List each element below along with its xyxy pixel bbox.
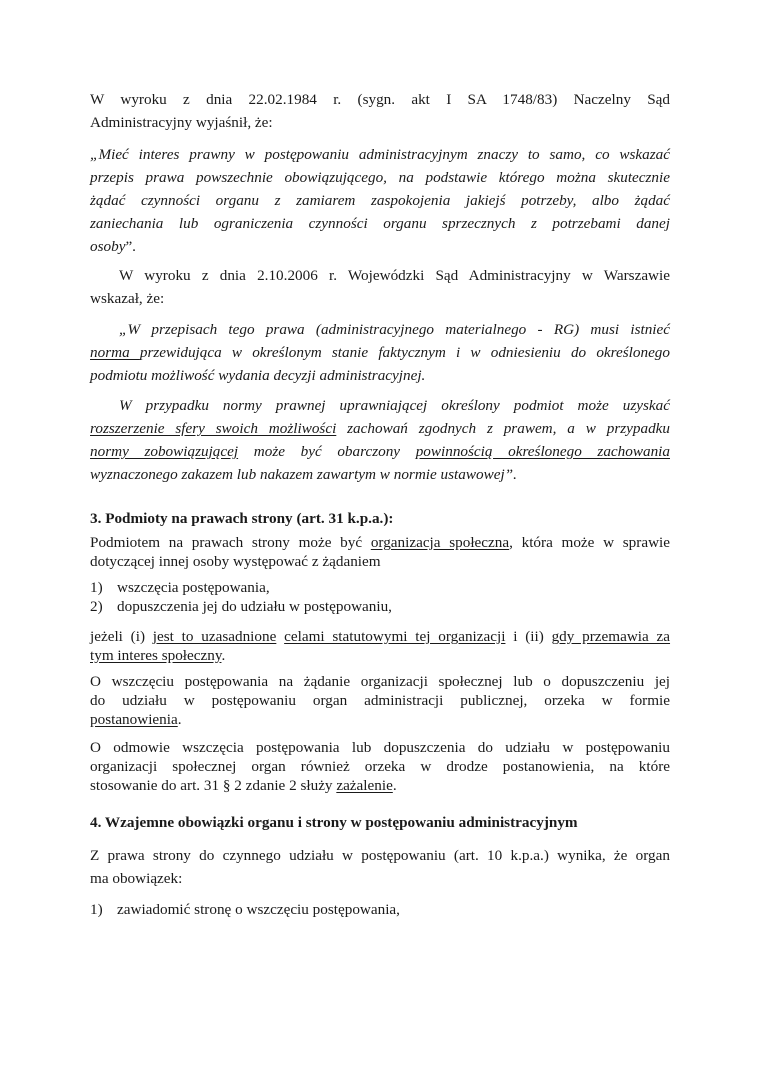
paragraph-line <box>90 533 670 552</box>
underlined-term: jest to uzasadnione <box>152 628 277 645</box>
wsa-paragraph <box>90 264 670 310</box>
quote-wsa <box>90 318 670 387</box>
quote-text: zachowań zgodnych z prawem, a w przypadku <box>336 420 670 437</box>
paragraph-line: Z prawa strony do czynnego udziału w postępowaniu (art. 10 k.p.a.) wynika, że organ <box>90 847 670 864</box>
quote-nsa <box>90 143 670 258</box>
text <box>276 628 284 645</box>
quote-line: „Mieć interes prawny w postępowaniu administracyjnym znaczy to samo, co wskazać <box>90 146 670 163</box>
text: stosowanie do art. 31 § 2 zdanie 2 służy <box>90 777 337 794</box>
paragraph-line <box>90 646 670 665</box>
list-item <box>90 900 670 919</box>
paragraph-line <box>90 776 670 795</box>
underlined-term: tym interes społeczny <box>90 647 222 664</box>
quote-line <box>90 235 670 258</box>
quote-text: może być obarczony <box>238 443 416 460</box>
text: . <box>221 647 226 664</box>
underlined-term: rozszerzenie sfery swoich możliwości <box>90 420 337 437</box>
paragraph-line: do udziału w postępowaniu organ administracji publicznej, orzeka w formie <box>90 692 670 709</box>
list-text: dopuszczenia jej do udziału w postępowaniu, <box>117 598 392 615</box>
paragraph-line <box>90 710 670 729</box>
intro-line: Administracyjny wyjaśnił, że: <box>90 114 273 131</box>
quote-line: „W przepisach tego prawa (administracyjnego materialnego - RG) musi istnieć <box>119 321 670 338</box>
quote-line <box>90 417 670 440</box>
paragraph-line: ma obowiązek: <box>90 870 183 887</box>
quote-line: żądać czynności organu z zamiarem zaspokojenia jakiejś potrzeby, albo żądać <box>90 192 670 209</box>
quote-line <box>90 440 670 463</box>
intro-line: W wyroku z dnia 22.02.1984 r. (sygn. akt I SA 1748/83) Naczelny Sąd <box>90 91 670 108</box>
intro-paragraph <box>90 88 670 134</box>
quote-text: ”. <box>125 238 136 255</box>
section-3-paragraph <box>90 627 670 665</box>
section-4-list <box>90 900 670 919</box>
text: Podmiotem na prawach strony może być <box>90 534 371 551</box>
text: . <box>392 777 397 794</box>
paragraph-line: O wszczęciu postępowania na żądanie organizacji społecznej lub o dopuszczeniu jej <box>90 673 670 690</box>
quote-line: przepis prawa powszechnie obowiązującego, na podstawie którego można skutecznie <box>90 169 670 186</box>
quote-wsa-continued <box>90 394 670 486</box>
section-4-paragraph <box>90 844 670 890</box>
list-number: 2) <box>90 598 103 615</box>
paragraph-line <box>90 627 670 646</box>
section-3-paragraph <box>90 672 670 729</box>
section-3-list <box>90 578 670 616</box>
list-text: wszczęcia postępowania, <box>117 579 270 596</box>
underlined-term: norma <box>90 344 140 361</box>
paragraph-line: O odmowie wszczęcia postępowania lub dopuszczenia do udziału w postępowaniu <box>90 739 670 756</box>
quote-line: wyznaczonego zakazem lub nakazem zawartym w normie ustawowej”. <box>90 466 517 483</box>
underlined-term: zażalenie <box>336 777 393 794</box>
paragraph-line: organizacji społecznej organ również orzeka w drodze postanowienia, na które <box>90 758 670 775</box>
quote-text: przewidująca w określonym stanie faktycznym i w odniesieniu do określonego <box>139 344 670 361</box>
text: , która może w sprawie <box>509 534 671 551</box>
section-3-paragraph <box>90 533 670 571</box>
quote-text: osoby <box>90 238 126 255</box>
section-3-heading: 3. Podmioty na prawach strony (art. 31 k.p.a.): <box>90 510 394 527</box>
quote-line: zaniechania lub ograniczenia czynności organu sprzecznych z potrzebami danej <box>90 215 670 232</box>
quote-line <box>90 341 670 364</box>
underlined-term: normy zobowiązującej <box>90 443 239 460</box>
list-number: 1) <box>90 579 103 596</box>
paragraph-line: dotyczącej innej osoby występować z żądaniem <box>90 553 381 570</box>
underlined-term: organizacja społeczna <box>370 534 510 551</box>
wsa-line: wskazał, że: <box>90 290 165 307</box>
text: i (ii) <box>505 628 552 645</box>
wsa-line: W wyroku z dnia 2.10.2006 r. Wojewódzki Sąd Administracyjny w Warszawie <box>119 267 670 284</box>
underlined-term: celami statutowymi tej organizacji <box>284 628 506 645</box>
list-number: 1) <box>90 901 103 918</box>
underlined-term: gdy przemawia za <box>551 628 671 645</box>
section-4-heading: 4. Wzajemne obowiązki organu i strony w postępowaniu administracyjnym <box>90 814 578 831</box>
text: . <box>177 711 182 728</box>
quote-line: W przypadku normy prawnej uprawniającej określony podmiot może uzyskać <box>119 397 670 414</box>
section-3-paragraph <box>90 738 670 795</box>
text: jeżeli (i) <box>90 628 153 645</box>
list-item <box>90 597 670 616</box>
quote-line: podmiotu możliwość wydania decyzji administracyjnej. <box>90 367 426 384</box>
underlined-term: postanowienia <box>90 711 178 728</box>
underlined-term: powinnością określonego zachowania <box>415 443 670 460</box>
list-item <box>90 578 670 597</box>
list-text: zawiadomić stronę o wszczęciu postępowania, <box>117 901 400 918</box>
